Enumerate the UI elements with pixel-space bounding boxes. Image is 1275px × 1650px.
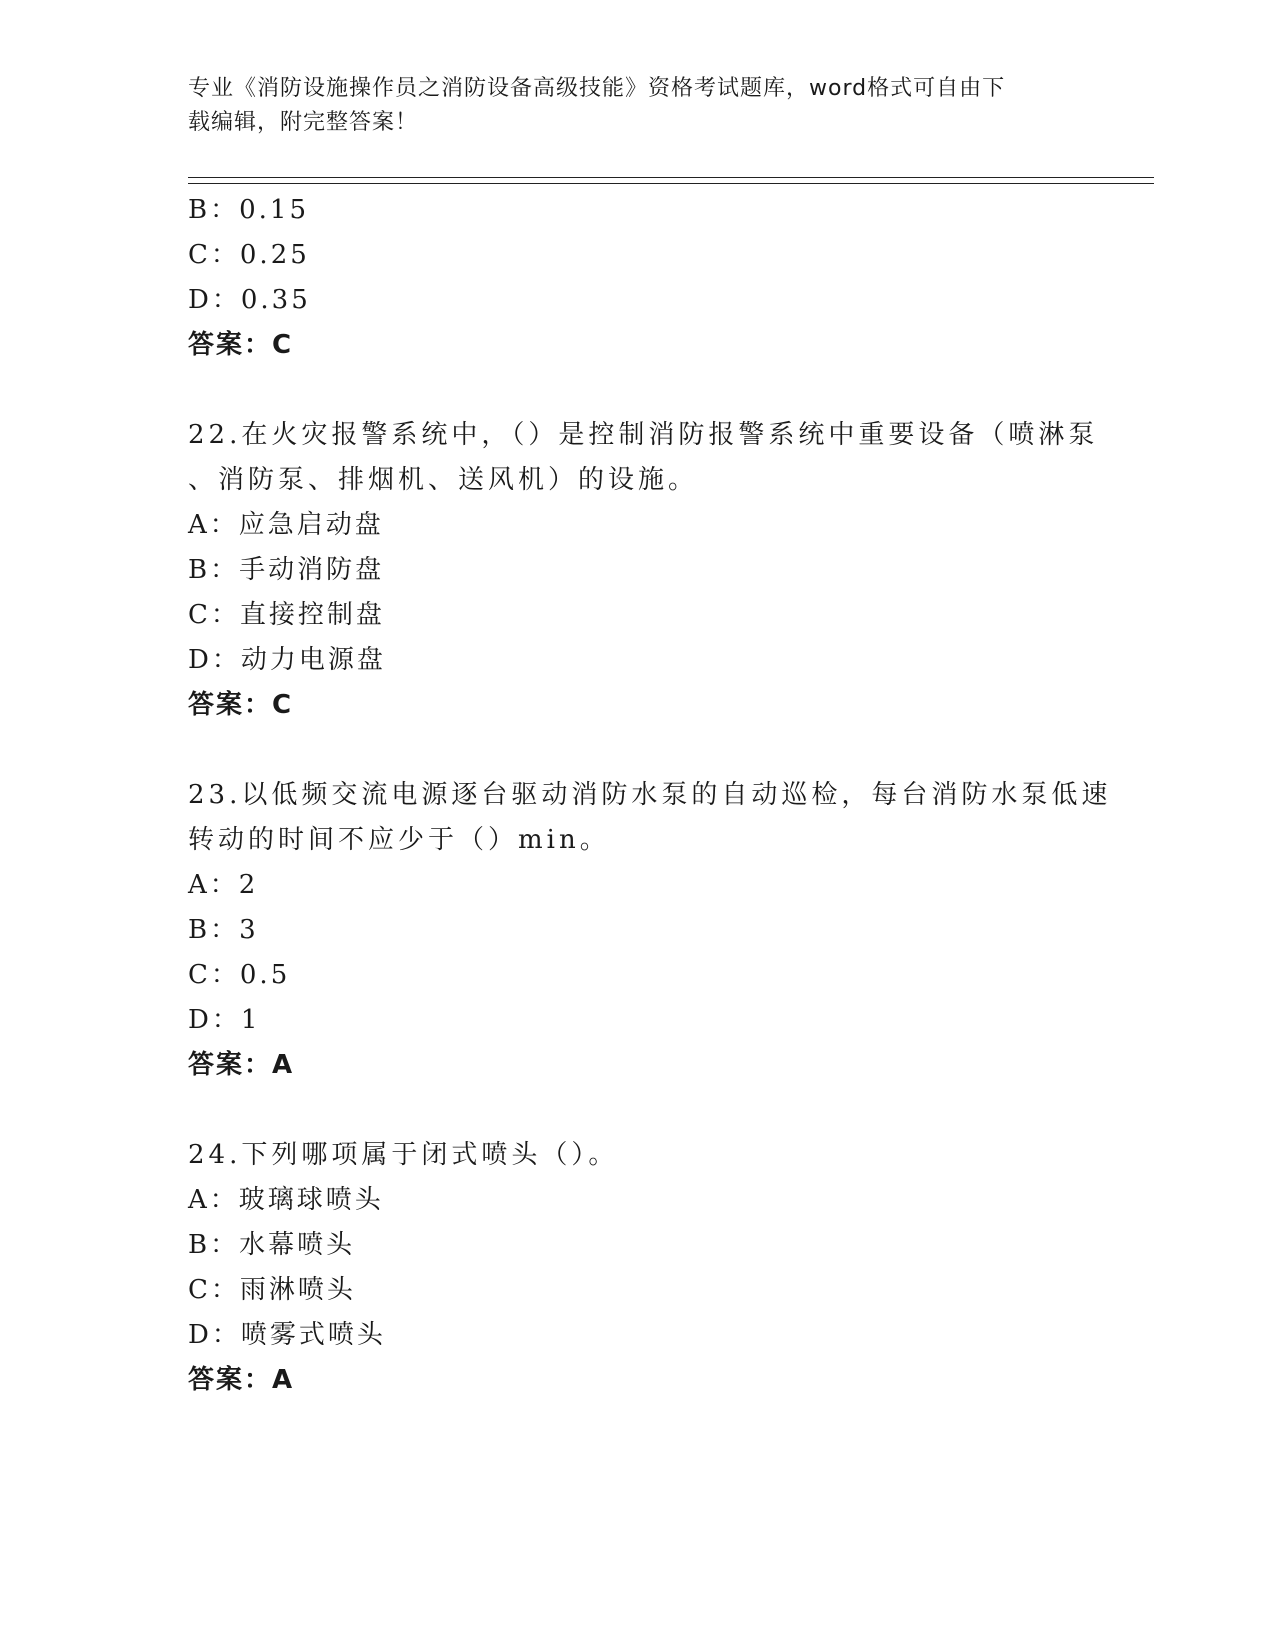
document-header (188, 72, 1068, 140)
q22-option-c: C：直接控制盘 (188, 600, 385, 630)
q21-answer: 答案：C (188, 330, 294, 360)
q24-option-d: D：喷雾式喷头 (188, 1320, 386, 1350)
header-divider-bottom (188, 183, 1154, 184)
q24-option-b: B：水幕喷头 (188, 1230, 356, 1260)
q24-option-c: C：雨淋喷头 (188, 1275, 356, 1305)
q23-answer: 答案：A (188, 1050, 295, 1080)
header-line-2: 载编辑，附完整答案！ (188, 110, 419, 135)
q22-answer: 答案：C (188, 690, 294, 720)
q23-option-a: A：2 (188, 870, 259, 900)
q24-stem-line-1: 24.下列哪项属于闭式喷头（）。 (188, 1140, 619, 1170)
q22-stem-line-2: 、消防泵、排烟机、送风机）的设施。 (188, 465, 699, 495)
q21-option-c: C：0.25 (188, 240, 310, 270)
header-divider-top (188, 177, 1154, 178)
q22-option-d: D：动力电源盘 (188, 645, 386, 675)
q23-option-d: D：1 (188, 1005, 261, 1035)
q21-option-b: B：0.15 (188, 195, 309, 225)
q24-answer: 答案：A (188, 1365, 295, 1395)
q21-option-d: D：0.35 (188, 285, 311, 315)
q23-option-b: B：3 (188, 915, 259, 945)
q22-option-b: B：手动消防盘 (188, 555, 385, 585)
q24-option-a: A：玻璃球喷头 (188, 1185, 384, 1215)
q23-stem-line-2: 转动的时间不应少于（）min。 (188, 825, 610, 855)
q23-stem-line-1: 23.以低频交流电源逐台驱动消防水泵的自动巡检，每台消防水泵低速 (188, 780, 1112, 810)
q22-option-a: A：应急启动盘 (188, 510, 384, 540)
q22-stem-line-1: 22.在火灾报警系统中，（）是控制消防报警系统中重要设备（喷淋泵 (188, 420, 1099, 450)
header-line-1: 专业《消防设施操作员之消防设备高级技能》资格考试题库，word格式可自由下 (188, 76, 1006, 101)
q23-option-c: C：0.5 (188, 960, 291, 990)
